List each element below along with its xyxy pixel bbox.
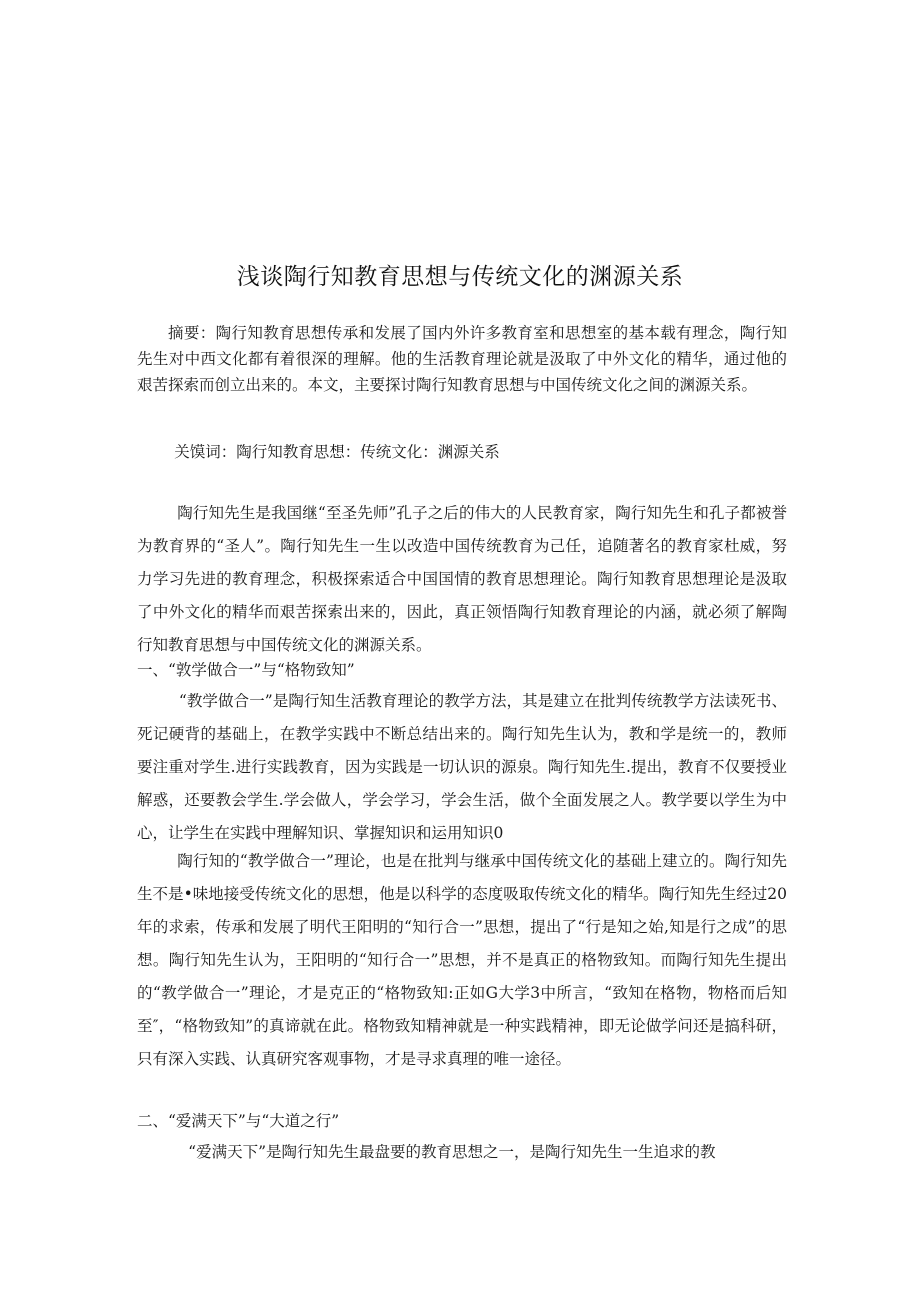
section-heading-1: 一、“敦学做合一”与“格物致知” <box>137 661 355 679</box>
body-paragraph-1: 陶行知先生是我国继“至圣先师”孔子之后的伟大的人民教育家，陶行知先生和孔子都被誉为教育界的“圣人”。陶行知先生一生以改造中国传统教育为己任，追随著名的教育家杜威，努力学习先进的教育理念，积极探索适合中国国情的教育思想理论。陶行知教育思想理论是汲取了中外文化的精华而艰苦探索出来的，因此，真正领悟陶行知教育理论的内涵，就必须了解陶行知教育思想与中国传统文化的渊源关系。 <box>137 504 787 654</box>
body-paragraph-4: “爱满天下”是陶行知先生最盘要的教育思想之一，是陶行知先生一生追求的教 <box>188 1143 716 1161</box>
section-heading-2: 二、“爱满天下”与“大道之行” <box>137 1112 340 1130</box>
body-paragraph-2: “教学做合一”是陶行知生活教育理论的教学方法，其是建立在批判传统教学方法读死书、死记硬背的基础上，在教学实践中不断总结出来的。陶行知先生认为，教和学是统一的，教师要注重对学生.进行实践教育，因为实践是一切认识的源泉。陶行知先生.提出，教育不仅要授业解惑，还要教会学生.学会做人，学会学习，学会生活，做个全面发展之人。教学要以学生为中心，让学生在实践中理解知识、掌握知识和运用知识0 <box>137 692 787 842</box>
abstract-paragraph: 摘要：陶行知教育思想传承和发展了国内外许多教育室和思想室的基本载有理念，陶行知先生对中西文化都有着很深的理解。他的生活教育理论就是汲取了中外文化的精华，通过他的艰苦探索而创立出来的。本文，主要探讨陶行知教育思想与中国传统文化之间的渊源关系。 <box>137 324 787 394</box>
document-title: 浅谈陶行知教育思想与传统文化的渊源关系 <box>236 264 684 290</box>
keywords-line: 关馍词：陶行知教育思想：传统文化：渊源关系 <box>174 443 500 461</box>
body-paragraph-3: 陶行知的“教学做合一”理论，也是在批判与继承中国传统文化的基础上建立的。陶行知先生不是•味地接受传统文化的思想，他是以科学的态度吸取传统文化的精华。陶行知先生经过20年的求索，传承和发展了明代王阳明的“知行合一”思想，提出了“行是知之始,知是行之成”的思想。陶行知先生认为，王阳明的“知行合一”思想，并不是真正的格物致知。而陶行知先生提出的“教学做合一”理论，才是克正的“格物致知:正如G大学3中所言，“致知在格物，物格而后知至″，“格物致知”的真谛就在此。格物致知精神就是一种实践精神，即无论做学问还是搞科研，只有深入实践、认真研究客观事物，才是寻求真理的唯一途径。 <box>137 852 787 1068</box>
